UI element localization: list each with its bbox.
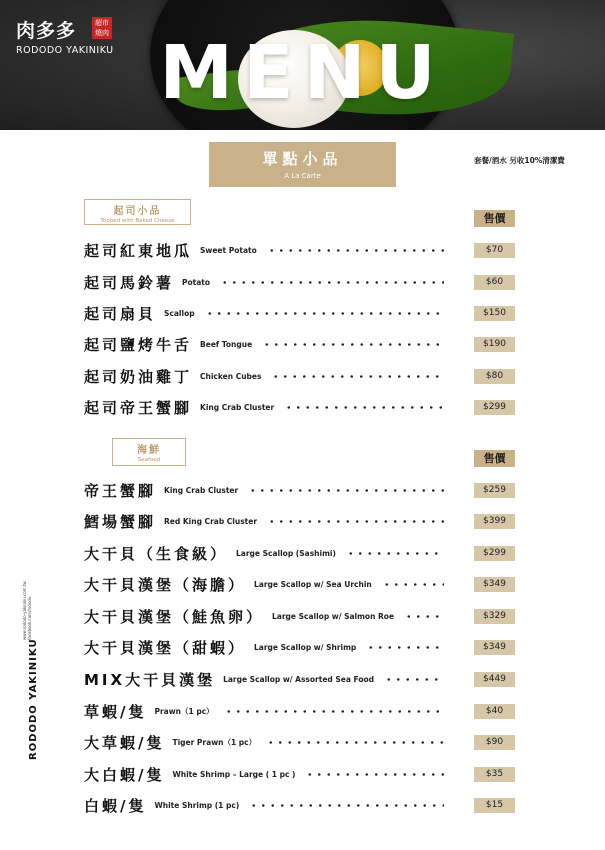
menu-item (84, 511, 444, 531)
logo-seal: 超市燒肉 (92, 17, 112, 39)
item-price: $90 (474, 735, 515, 750)
item-name-zh: 大干貝漢堡（海膽） (84, 575, 247, 594)
item-name-en: King Crab Cluster (200, 402, 275, 412)
item-name-zh: 帝王蟹腳 (84, 481, 157, 500)
menu-item (84, 701, 444, 721)
price-header: 售價 (474, 450, 515, 467)
brand-logo (16, 16, 116, 60)
item-price: $15 (474, 798, 515, 813)
item-name-zh: 大草蝦/隻 (84, 733, 165, 752)
item-name-en: Red King Crab Cluster (164, 516, 258, 526)
menu-item (84, 272, 444, 292)
logo-en-text: RODODO YAKINIKU (16, 45, 114, 56)
item-name-en: White Shrimp (1 pc) (154, 800, 240, 810)
item-name-zh: 起司紅東地瓜 (84, 241, 193, 260)
item-name-en: Large Scallop w/ Sea Urchin (254, 579, 372, 589)
item-price: $190 (474, 337, 515, 352)
service-charge-note: 套餐/酒水 另收10%清潔費 (474, 156, 565, 165)
item-name-en: Sweet Potato (200, 245, 257, 255)
dot-leader (249, 804, 444, 807)
dot-leader (305, 773, 444, 776)
menu-item (84, 669, 444, 689)
item-name-en: Large Scallop (Sashimi) (236, 548, 336, 558)
dot-leader (267, 249, 444, 252)
item-name-en: Large Scallop w/ Assorted Sea Food (223, 674, 375, 684)
menu-item (84, 366, 444, 386)
item-name-zh: 大干貝（生食級） (84, 544, 229, 563)
item-price: $70 (474, 243, 515, 258)
item-name-zh: 起司帝王蟹腳 (84, 398, 193, 417)
menu-item (84, 795, 444, 815)
item-name-en: Prawn（1 pc） (154, 706, 214, 716)
item-name-en: Potato (182, 277, 211, 287)
menu-item (84, 637, 444, 657)
category-title-en: Seafood (137, 457, 161, 463)
dot-leader (366, 646, 444, 649)
item-name-en: Beef Tongue (200, 339, 253, 349)
item-price: $399 (474, 514, 515, 529)
item-name-en: Chicken Cubes (200, 371, 262, 381)
item-name-en: King Crab Cluster (164, 485, 239, 495)
item-price: $259 (474, 483, 515, 498)
category-cheese-box (84, 199, 191, 225)
item-name-en: White Shrimp – Large ( 1 pc ) (172, 769, 296, 779)
dot-leader (404, 615, 444, 618)
item-name-zh: 大干貝漢堡（甜蝦） (84, 638, 247, 657)
item-name-zh: 鱈場蟹腳 (84, 512, 157, 531)
menu-item (84, 334, 444, 354)
side-fine-print (22, 581, 32, 640)
menu-item (84, 240, 444, 260)
item-name-zh: 起司扇貝 (84, 304, 157, 323)
menu-item (84, 574, 444, 594)
dot-leader (271, 375, 444, 378)
menu-item (84, 480, 444, 500)
dot-leader (267, 520, 444, 523)
dot-leader (266, 741, 444, 744)
item-name-en: Tiger Prawn（1 pc） (172, 737, 257, 747)
logo-cn-text: 肉多多 (16, 20, 77, 42)
side-fine-line-1: www.rododo-yakiniku.com.tw (22, 581, 27, 640)
dot-leader (220, 281, 444, 284)
menu-item (84, 606, 444, 626)
menu-item (84, 764, 444, 784)
dot-leader (248, 489, 444, 492)
side-fine-line-2: facebook.com/rododo (27, 596, 32, 640)
item-price: $299 (474, 400, 515, 415)
item-price: $449 (474, 672, 515, 687)
item-name-zh: 起司鹽烤牛舌 (84, 335, 193, 354)
item-price: $80 (474, 369, 515, 384)
menu-item (84, 732, 444, 752)
dot-leader (224, 710, 444, 713)
menu-title: MENU (159, 30, 446, 116)
item-price: $329 (474, 609, 515, 624)
item-name-zh: MIX大干貝漢堡 (84, 670, 216, 689)
section-title-zh: 單點小品 (262, 150, 343, 168)
item-price: $150 (474, 306, 515, 321)
dot-leader (346, 552, 444, 555)
menu-item (84, 543, 444, 563)
dot-leader (384, 678, 444, 681)
item-price: $40 (474, 704, 515, 719)
price-header: 售價 (474, 210, 515, 227)
menu-item (84, 303, 444, 323)
dot-leader (262, 343, 444, 346)
category-seafood-box (112, 438, 186, 466)
item-name-en: Large Scallop w/ Salmon Roe (272, 611, 395, 621)
item-name-en: Scallop (164, 308, 195, 318)
item-name-zh: 白蝦/隻 (84, 796, 147, 815)
header-banner (0, 0, 605, 130)
item-price: $349 (474, 577, 515, 592)
item-name-zh: 起司馬鈴薯 (84, 273, 175, 292)
side-brand-text: RODODO YAKINIKU (28, 638, 39, 760)
item-name-zh: 草蝦/隻 (84, 702, 147, 721)
item-price: $349 (474, 640, 515, 655)
item-name-zh: 大干貝漢堡（鮭魚卵） (84, 607, 265, 626)
category-title-en: Topped with Baked Cheese (100, 218, 175, 224)
item-price: $60 (474, 275, 515, 290)
menu-item (84, 397, 444, 417)
item-price: $299 (474, 546, 515, 561)
dot-leader (205, 312, 444, 315)
item-name-en: Large Scallop w/ Shrimp (254, 642, 357, 652)
section-title-en: A La Carte (284, 172, 321, 180)
category-title-zh: 海鮮 (137, 445, 161, 456)
category-title-zh: 起司小品 (113, 206, 162, 217)
section-title (209, 142, 396, 187)
item-name-zh: 大白蝦/隻 (84, 765, 165, 784)
item-name-zh: 起司奶油雞丁 (84, 367, 193, 386)
dot-leader (284, 406, 444, 409)
dot-leader (382, 583, 444, 586)
item-price: $35 (474, 767, 515, 782)
